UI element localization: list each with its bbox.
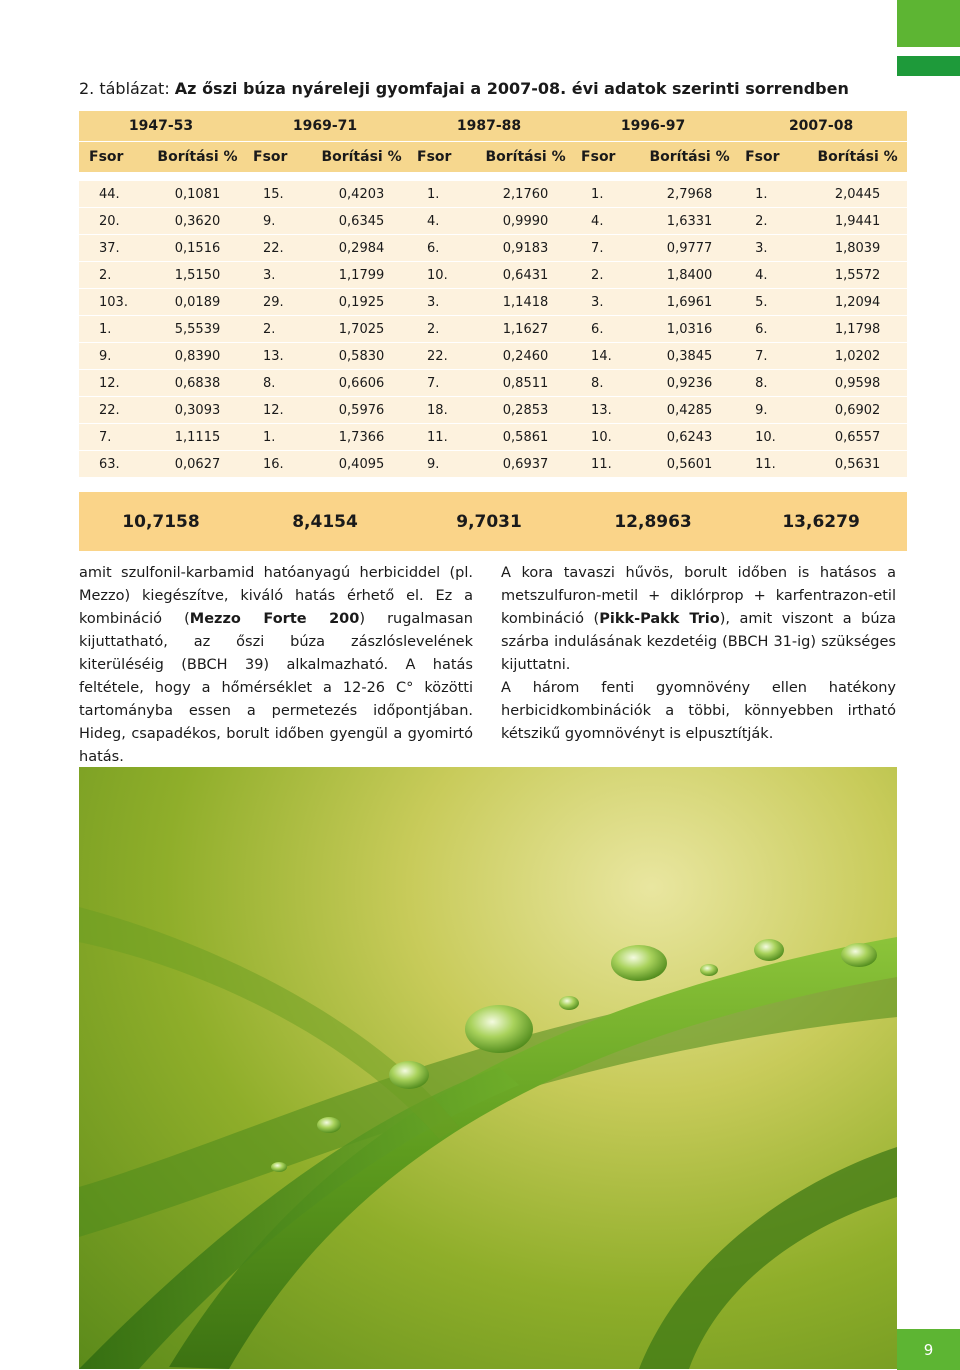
table-row [79,343,907,370]
coverage-cell: 1,7366 [316,424,407,451]
coverage-cell: 0,1081 [152,181,243,208]
col-header-fsor: Fsor [407,142,480,173]
coverage-cell: 1,2094 [808,289,907,316]
right-text-column [501,562,896,746]
coverage-cell: 1,0316 [644,316,735,343]
coverage-cell: 1,1798 [808,316,907,343]
col-header-boritas: Borítási % [644,142,735,173]
left-text-part: amit szulfonil-karbamid hatóanyagú herbiciddel (pl. Mezzo) kiegészítve, kiváló hatás érhető el. Ez a kombináció ( [79,565,473,627]
rank-cell: 3. [407,289,480,316]
total-cell: 8,4154 [243,492,407,551]
rank-cell: 9. [735,397,808,424]
rank-cell: 8. [735,370,808,397]
coverage-cell: 0,5861 [480,424,571,451]
left-text-part: ) rugalmasan kijuttatható, az őszi búza zászlóslevelének kiterüléséig (BBCH 39) alkalmazható. A hatás feltétele, hogy a hőmérséklet a 12-26 C° közötti tartományba essen a permetezés időpontjában. Hideg, csapadékos, borult időben gyengül a gyomirtó hatás. [79,611,473,765]
coverage-cell: 2,0445 [808,181,907,208]
coverage-cell: 0,1925 [316,289,407,316]
year-header: 1969-71 [243,111,407,142]
coverage-cell: 1,1627 [480,316,571,343]
rank-cell: 103. [79,289,152,316]
rank-cell: 7. [571,235,644,262]
rank-cell: 5. [735,289,808,316]
rank-cell: 29. [243,289,316,316]
rank-cell: 10. [735,424,808,451]
rank-cell: 1. [571,181,644,208]
year-header: 1947-53 [79,111,243,142]
table-row [79,370,907,397]
coverage-cell: 0,6902 [808,397,907,424]
rank-cell: 3. [571,289,644,316]
rank-cell: 22. [79,397,152,424]
coverage-cell: 0,6243 [644,424,735,451]
coverage-cell: 0,9990 [480,208,571,235]
left-text-column [79,562,473,769]
col-header-boritas: Borítási % [808,142,907,173]
rank-cell: 3. [243,262,316,289]
totals-row [79,492,907,551]
right-paragraph-2: A három fenti gyomnövény ellen hatékony herbicidkombinációk a többi, könnyebben irtható kétszikű gyomnövényt is elpusztítják. [501,680,896,742]
rank-cell: 22. [407,343,480,370]
rank-cell: 6. [571,316,644,343]
col-header-fsor: Fsor [735,142,808,173]
coverage-cell: 0,2853 [480,397,571,424]
table-row [79,208,907,235]
rank-cell: 7. [79,424,152,451]
rank-cell: 2. [79,262,152,289]
rank-cell: 2. [735,208,808,235]
weed-species-table [79,111,907,551]
col-header-boritas: Borítási % [316,142,407,173]
total-cell: 9,7031 [407,492,571,551]
coverage-cell: 0,9183 [480,235,571,262]
coverage-cell: 0,6606 [316,370,407,397]
coverage-cell: 0,3620 [152,208,243,235]
rank-cell: 1. [79,316,152,343]
grass-illustration [79,767,897,1369]
coverage-cell: 1,7025 [316,316,407,343]
total-cell: 13,6279 [735,492,907,551]
rank-cell: 2. [571,262,644,289]
rank-cell: 15. [243,181,316,208]
page-number: 9 [897,1329,960,1370]
rank-cell: 9. [79,343,152,370]
coverage-cell: 0,0627 [152,451,243,478]
coverage-cell: 0,6431 [480,262,571,289]
table-row [79,289,907,316]
right-paragraph-1 [501,562,896,677]
coverage-cell: 1,5150 [152,262,243,289]
coverage-cell: 1,9441 [808,208,907,235]
rank-cell: 6. [407,235,480,262]
table-row [79,397,907,424]
coverage-cell: 0,4285 [644,397,735,424]
rank-cell: 2. [243,316,316,343]
rank-cell: 20. [79,208,152,235]
table-row [79,235,907,262]
year-header: 1987-88 [407,111,571,142]
coverage-cell: 0,8390 [152,343,243,370]
table-row [79,181,907,208]
rank-cell: 11. [407,424,480,451]
rank-cell: 12. [243,397,316,424]
coverage-cell: 0,9777 [644,235,735,262]
rank-cell: 2. [407,316,480,343]
col-header-fsor: Fsor [571,142,644,173]
coverage-cell: 0,5976 [316,397,407,424]
rank-cell: 9. [407,451,480,478]
year-header: 1996-97 [571,111,735,142]
coverage-cell: 0,3093 [152,397,243,424]
coverage-cell: 0,6345 [316,208,407,235]
rank-cell: 18. [407,397,480,424]
coverage-cell: 1,5572 [808,262,907,289]
table-row [79,424,907,451]
rank-cell: 14. [571,343,644,370]
right-text-part: ), amit viszont a búza szárba indulásának kezdetéig (BBCH 31-ig) szükséges kijuttatni. [501,611,897,673]
rank-cell: 7. [735,343,808,370]
rank-cell: 22. [243,235,316,262]
coverage-cell: 1,1799 [316,262,407,289]
rank-cell: 10. [571,424,644,451]
coverage-cell: 1,8039 [808,235,907,262]
right-text-product: Pikk-Pakk Trio [599,611,720,627]
coverage-cell: 0,6838 [152,370,243,397]
dew-grass-photo [79,767,897,1369]
coverage-cell: 0,6937 [480,451,571,478]
total-cell: 10,7158 [79,492,243,551]
table-row [79,262,907,289]
table-title-bold: Az őszi búza nyáreleji gyomfajai a 2007-08. évi adatok szerinti sorrendben [174,79,849,98]
rank-cell: 4. [735,262,808,289]
rank-cell: 1. [407,181,480,208]
table-row [79,316,907,343]
coverage-cell: 0,2984 [316,235,407,262]
table-title-prefix: 2. táblázat: [79,79,170,98]
rank-cell: 4. [571,208,644,235]
total-cell: 12,8963 [571,492,735,551]
coverage-cell: 0,0189 [152,289,243,316]
rank-cell: 13. [571,397,644,424]
table-title [79,78,879,100]
rank-cell: 1. [735,181,808,208]
rank-cell: 13. [243,343,316,370]
year-header-row [79,111,907,142]
coverage-cell: 1,1418 [480,289,571,316]
rank-cell: 7. [407,370,480,397]
right-text-part: A kora tavaszi hűvös, borult időben is hatásos a metszulfuron-metil + diklórprop + karfentrazon-etil kombináció ( [501,565,896,627]
rank-cell: 37. [79,235,152,262]
rank-cell: 4. [407,208,480,235]
coverage-cell: 0,9598 [808,370,907,397]
coverage-cell: 0,5631 [808,451,907,478]
year-header: 2007-08 [735,111,907,142]
coverage-cell: 5,5539 [152,316,243,343]
col-header-fsor: Fsor [79,142,152,173]
coverage-cell: 1,0202 [808,343,907,370]
coverage-cell: 0,4095 [316,451,407,478]
coverage-cell: 0,3845 [644,343,735,370]
coverage-cell: 0,8511 [480,370,571,397]
coverage-cell: 2,1760 [480,181,571,208]
rank-cell: 6. [735,316,808,343]
rank-cell: 8. [571,370,644,397]
coverage-cell: 0,1516 [152,235,243,262]
table-row [79,451,907,478]
rank-cell: 10. [407,262,480,289]
rank-cell: 1. [243,424,316,451]
coverage-cell: 0,4203 [316,181,407,208]
coverage-cell: 1,6331 [644,208,735,235]
rank-cell: 9. [243,208,316,235]
rank-cell: 16. [243,451,316,478]
left-text-product: Mezzo Forte 200 [189,611,360,627]
col-header-boritas: Borítási % [152,142,243,173]
rank-cell: 8. [243,370,316,397]
col-header-fsor: Fsor [243,142,316,173]
left-paragraph [79,562,473,769]
coverage-cell: 1,1115 [152,424,243,451]
rank-cell: 12. [79,370,152,397]
rank-cell: 63. [79,451,152,478]
column-header-row [79,142,907,173]
corner-accent-block [897,0,960,47]
rank-cell: 11. [571,451,644,478]
coverage-cell: 1,6961 [644,289,735,316]
coverage-cell: 1,8400 [644,262,735,289]
coverage-cell: 0,2460 [480,343,571,370]
coverage-cell: 0,6557 [808,424,907,451]
coverage-cell: 0,5601 [644,451,735,478]
coverage-cell: 2,7968 [644,181,735,208]
rank-cell: 44. [79,181,152,208]
rank-cell: 11. [735,451,808,478]
coverage-cell: 0,9236 [644,370,735,397]
table-body [79,172,907,478]
col-header-boritas: Borítási % [480,142,571,173]
coverage-cell: 0,5830 [316,343,407,370]
corner-accent-strip [897,56,960,76]
rank-cell: 3. [735,235,808,262]
